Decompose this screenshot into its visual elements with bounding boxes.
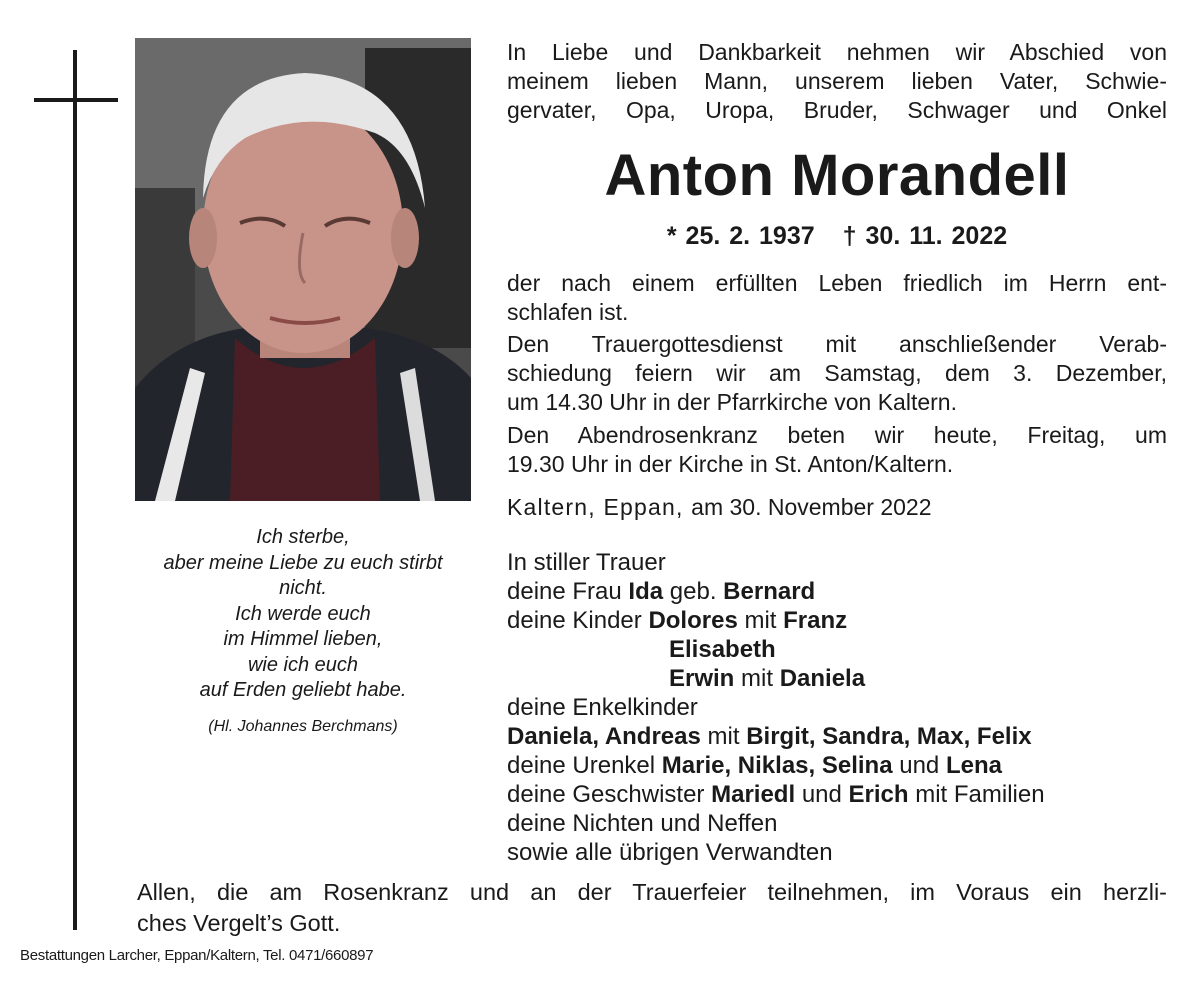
thanks-line: ches Vergelt’s Gott. [137,910,341,936]
quote-line: wie ich euch [247,653,359,676]
mourner-great-grandchildren: deine Urenkel Marie, Niklas, Selina und Lena [507,752,1002,779]
quote-line: nicht. [279,577,327,599]
quote-line: auf Erden geliebt habe. [199,679,407,701]
quote-line: Ich sterbe, [256,526,350,548]
intro-text [507,38,1167,125]
place: Kaltern, Eppan, [507,494,684,520]
funeral-service-text [507,330,1167,417]
portrait-photo [135,38,471,501]
mourner-grandchildren: Daniela, Andreas mit Birgit, Sandra, Max, Felix [507,723,1032,750]
mourner-children: deine Kinder Dolores mit Franz [507,607,848,634]
thanks-text [137,877,1167,939]
quote-block [135,525,471,739]
mourner-wife: deine Frau Ida geb. Bernard [507,578,816,605]
intro-line: In Liebe und Dankbarkeit nehmen wir Abschied von [507,39,1167,65]
quote-line: aber meine Liebe zu euch stirbt [163,551,443,574]
mourners-list [507,548,1167,867]
funeral-line: Den Trauergottesdienst mit anschließender Verab- [507,331,1167,357]
rosary-line: 19.30 Uhr in der Kirche in St. Anton/Kaltern. [507,451,954,477]
mourner-relatives: sowie alle übrigen Verwandten [507,839,833,866]
quote-line: im Himmel lieben, [223,628,383,650]
passing-text [507,269,1167,327]
mourners-heading: In stiller Trauer [507,549,666,576]
mourner-child: Erwin mit Daniela [669,665,866,692]
announcement-date: am 30. November 2022 [691,494,932,520]
funeral-line: um 14.30 Uhr in der Pfarrkirche von Kaltern. [507,389,957,415]
funeral-line: schiedung feiern wir am Samstag, dem 3. Dezember, [507,360,1167,386]
life-dates [507,221,1167,251]
death-date: † 30. 11. 2022 [842,222,1008,250]
quote-source: (Hl. Johannes Berchmans) [208,717,398,735]
place-and-date [507,493,1167,522]
passing-line: schlafen ist. [507,299,629,325]
cross-horizontal-bar [34,98,118,102]
birth-date: * 25. 2. 1937 [666,222,815,250]
thanks-line: Allen, die am Rosenkranz und an der Trauerfeier teilnehmen, im Voraus ein herzli- [137,879,1167,905]
cross-vertical-bar [73,50,77,930]
mourner-child: Elisabeth [669,636,776,663]
funeral-home-footer: Bestattungen Larcher, Eppan/Kaltern, Tel. 0471/660897 [20,947,374,964]
rosary-line: Den Abendrosenkranz beten wir heute, Freitag, um [507,422,1167,448]
quote-line: Ich werde euch [235,602,371,625]
rosary-text [507,421,1167,479]
grandchildren-heading: deine Enkelkinder [507,694,698,721]
deceased-name: Anton Morandell [604,143,1070,208]
passing-line: der nach einem erfüllten Leben friedlich im Herrn ent- [507,270,1167,296]
mourner-nieces-nephews: deine Nichten und Neffen [507,810,778,837]
intro-line: meinem lieben Mann, unserem lieben Vater, Schwie- [507,68,1167,94]
intro-line: gervater, Opa, Uropa, Bruder, Schwager und Onkel [507,97,1167,123]
mourner-siblings: deine Geschwister Mariedl und Erich mit Familien [507,781,1045,808]
